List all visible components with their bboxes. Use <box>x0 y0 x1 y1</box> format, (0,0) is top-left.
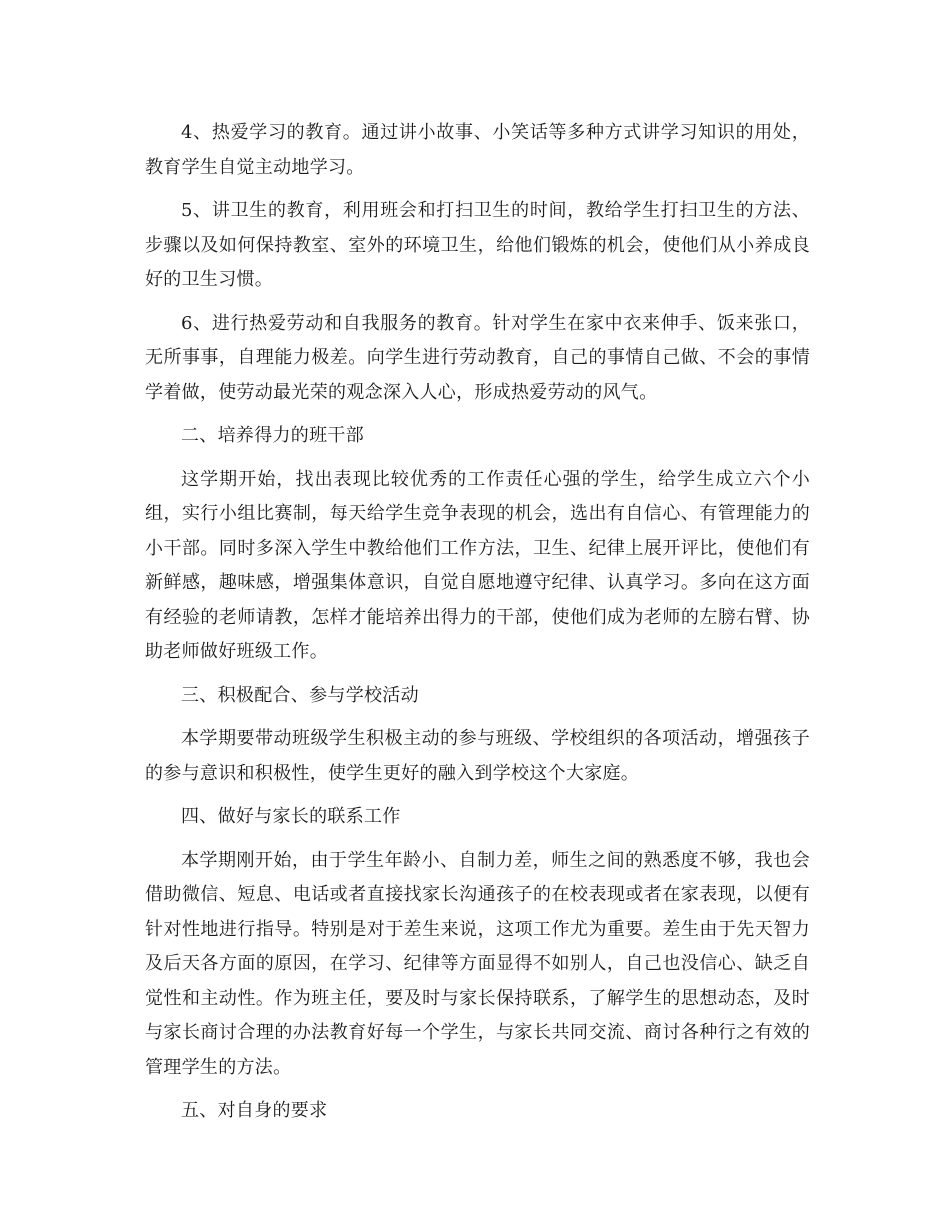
paragraph-school-activities: 本学期要带动班级学生积极主动的参与班级、学校组织的各项活动，增强孩子的参与意识和积极性，使学生更好的融入到学校这个大家庭。 <box>145 728 810 784</box>
paragraph-parent-contact: 本学期刚开始，由于学生年龄小、自制力差，师生之间的熟悉度不够，我也会借助微信、短息、电话或者直接找家长沟通孩子的在校表现或者在家表现，以便有针对性地进行指导。特别是对于差生来说，这项工作尤为重要。差生由于先天智力及后天各方面的原因，在学习、纪律等方面显得不如别人，自己也没信心、缺乏自觉性和主动性。作为班主任，要及时与家长保持联系，了解学生的思想动态，及时与家长商讨合理的办法教育好每一个学生，与家长共同交流、商讨各种行之有效的管理学生的方法。 <box>145 849 810 1078</box>
section-heading-school-activities: 三、积极配合、参与学校活动 <box>181 684 419 706</box>
section-heading-self-requirements: 五、对自身的要求 <box>181 1100 328 1121</box>
document-page <box>145 116 810 1138</box>
paragraph-labor: 6、进行热爱劳动和自我服务的教育。针对学生在家中衣来伸手、饭来张口，无所事事，自理能力极差。向学生进行劳动教育，自己的事情自己做、不会的事情学着做，使劳动最光荣的观念深入人心，形成热爱劳动的风气。 <box>145 312 810 403</box>
section-heading-parent-contact: 四、做好与家长的联系工作 <box>181 806 401 827</box>
section-heading-class-cadres: 二、培养得力的班干部 <box>181 425 364 446</box>
paragraph-love-learning: 4、热爱学习的教育。通过讲小故事、小笑话等多种方式讲学习知识的用处，教育学生自觉主动地学习。 <box>145 122 810 178</box>
paragraph-hygiene: 5、讲卫生的教育，利用班会和打扫卫生的时间，教给学生打扫卫生的方法、步骤以及如何保持教室、室外的环境卫生，给他们锻炼的机会，使他们从小养成良好的卫生习惯。 <box>145 200 810 290</box>
paragraph-class-cadres: 这学期开始，找出表现比较优秀的工作责任心强的学生，给学生成立六个小组，实行小组比赛制，每天给学生竞争表现的机会，选出有自信心、有管理能力的小干部。同时多深入学生中教给他们工作方法，卫生、纪律上展开评比，使他们有新鲜感，趣味感，增强集体意识，自觉自愿地遵守纪律、认真学习。多向在这方面有经验的老师请教，怎样才能培养出得力的干部，使他们成为老师的左膀右臂、协助老师做好班级工作。 <box>145 468 810 662</box>
